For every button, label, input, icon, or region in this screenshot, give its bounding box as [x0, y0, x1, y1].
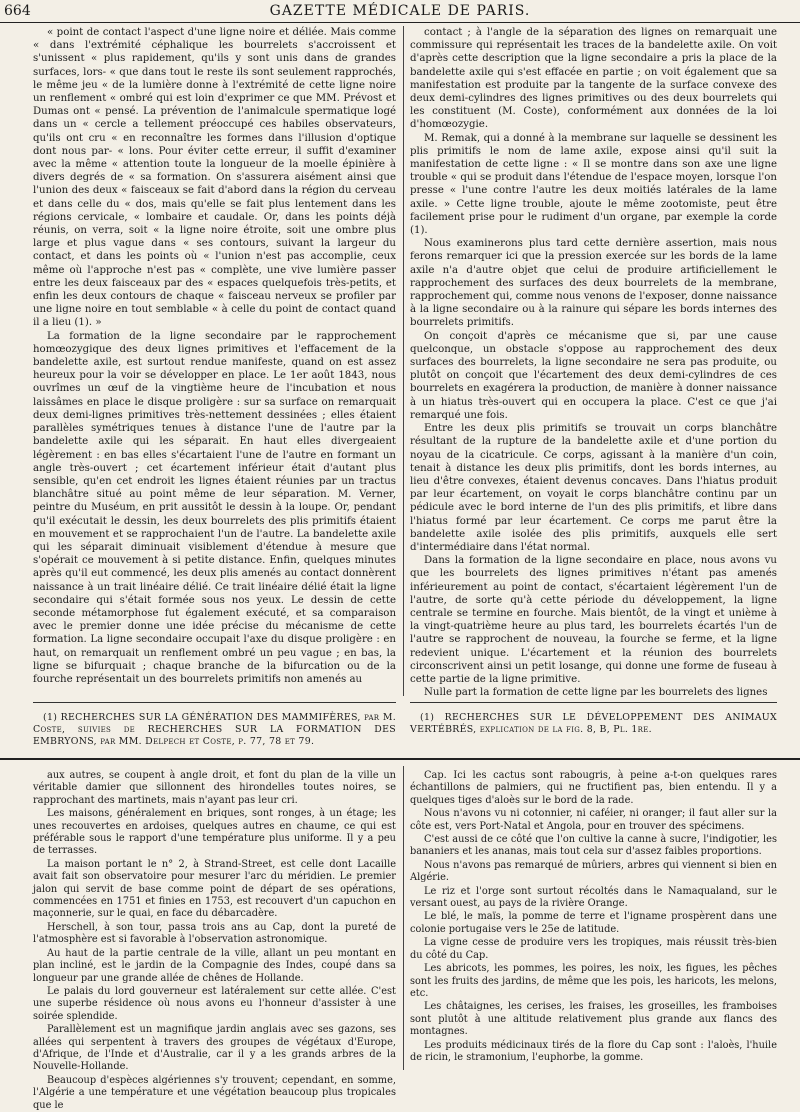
footnote-rule — [410, 702, 777, 703]
paragraph: Nous n'avons pas remarqué de mûriers, arbres qui viennent si bien en Algérie. — [410, 859, 777, 884]
footnote-text: (1) RECHERCHES SUR LA GÉNÉRATION DES MAMMIFÈRES, par M. Coste, suivies de RECHERCHES SUR LA FORMATION DES EMBRYONS, par MM. Delpech et Coste, p. 77, 78 et 79. — [33, 712, 396, 747]
paragraph: Dans la formation de la ligne secondaire en place, nous avons vu que les bourrelets des lignes primitives n'étant pas amenés inférieurement au point de contact, s'écartaient légèrement l'un de l'autre, de sorte qu'à cette période du développement, la ligne centrale se termine en fourche. Mais bientôt, de la vingt et unième à la vingt-quatrième heure au plus tard, les bourrelets écartés l'un de l'autre se rapprochent de nouveau, la fourche se ferme, et la ligne redevient unique. L'écartement et la réunion des bourrelets circonscrivent ainsi un petit losange, qui donne une forme de fuseau à cette partie de la ligne primitive. — [410, 555, 777, 685]
column-divider — [403, 766, 404, 1070]
footnote-left — [33, 712, 396, 748]
column-divider — [403, 26, 404, 696]
page-number: 664 — [4, 3, 31, 19]
footnote-rule — [33, 702, 396, 703]
paragraph: M. Remak, qui a donné à la membrane sur laquelle se dessinent les plis primitifs le nom de lame axile, expose ainsi qu'il suit la manifestation de cette ligne : « Il se montre dans son axe une ligne trouble « qui se produit dans l'étendue de l'espace moyen, lorsque l'on presse « l'une contre l'autre les deux moitiés latérales de la lame axile. » Cette ligne trouble, ajoute le même zootomiste, peut être facilement prise pour le rudiment d'un organe, par exemple la corde (1). — [410, 132, 777, 237]
paragraph: Cap. Ici les cactus sont rabougris, à peine a-t-on quelques rares échantillons de palmiers, qui ne fructifient pas, bien entendu. Il y a quelques tiges d'aloès sur le bord de la rade. — [410, 770, 777, 806]
paragraph: Herschell, à son tour, passa trois ans au Cap, dont la pureté de l'atmosphère est si favorable à l'observation astronomique. — [33, 921, 396, 946]
paragraph: La maison portant le n° 2, à Strand-Street, est celle dont Lacaille avait fait son observatoire pour mesurer l'arc du méridien. Le premier jalon qui servit de base comme point de départ de ses opérations, commencées en 1751 et finies en 1753, est recouvert d'un capuchon en maçonnerie, sur le quai, en face du débarcadère. — [33, 858, 396, 920]
page-header — [0, 0, 800, 23]
paragraph: Beaucoup d'espèces algériennes s'y trouvent; cependant, en somme, l'Algérie a une température et une végétation beaucoup plus tropicales que le — [33, 1074, 396, 1111]
paragraph: Le riz et l'orge sont surtout récoltés dans le Namaqualand, sur le versant ouest, au pays de la rivière Orange. — [410, 885, 777, 910]
upper-left-column — [33, 26, 396, 688]
paragraph: Parallèlement est un magnifique jardin anglais avec ses gazons, ses allées qui serpentent à travers des groupes de végétaux d'Europe, d'Afrique, de l'Inde et d'Australie, car il y a les grands arbres de la Nouvelle-Hollande. — [33, 1024, 396, 1073]
lower-right-column — [410, 770, 777, 1070]
journal-title: GAZETTE MÉDICALE DE PARIS. — [269, 3, 531, 19]
upper-right-column — [410, 26, 777, 699]
paragraph: « point de contact l'aspect d'une ligne noire et déliée. Mais comme « dans l'extrémité céphalique les bourrelets s'accroissent et s'unissent « plus rapidement, qu'ils y sont unis dans de grandes surfaces, lors- « que dans tout le reste ils sont seulement rapprochés, le même jeu « de la lumière donne à l'extrémité de cette ligne noire un renflement « ombré qui est loin d'exprimer ce que MM. Prévost et Dumas ont « pensé. La prévention de l'animalcule spermatique logé dans un « cercle a tellement préoccupé ces habiles observateurs, qu'ils ont cru « en reconnaître les formes dans l'illusion d'optique dont nous par- « lons. Pour éviter cette erreur, il suffit d'examiner avec la même « attention toute la longueur de la moelle épinière à divers degrés de « sa formation. On s'assurera aisément ainsi que l'union des deux « faisceaux se fait d'abord dans la région du cerveau et dans celle du « dos, mais qu'elle se fait plus lentement dans les régions cervicale, « lombaire et caudale. Or, dans les points déjà réunis, on verra, soit « la ligne noire étroite, soit une ombre plus large et plus vague dans « ses contours, suivant la largeur du contact, et dans les points où « l'union n'est pas accomplie, ceux même où l'approche n'est pas « complète, une vive lumière passer entre les deux faisceaux par des « espaces quelquefois très-petits, et enfin les deux contours de chaque « faisceau nerveux se profiler par une ligne noire en tout semblable « à celle du point de contact quand il a lieu (1). » — [33, 27, 396, 329]
paragraph: Au haut de la partie centrale de la ville, allant un peu montant en plan incliné, est le jardin de la Compagnie des Indes, coupé dans sa longueur par une grande allée de chênes de Hollande. — [33, 947, 396, 984]
paragraph: On conçoit d'après ce mécanisme que si, par une cause quelconque, un obstacle s'oppose au rapprochement des deux surfaces des bourrelets, la ligne secondaire ne sera pas produite, ou plutôt on conçoit que l'écartement des deux demi-cylindres de ces bourrelets en exagérera la production, de manière à donner naissance à un hiatus très-ouvert qui en occupera la place. C'est ce que j'ai remarqué une fois. — [410, 330, 777, 421]
lower-left-column — [33, 770, 396, 1111]
paragraph: Entre les deux plis primitifs se trouvait un corps blanchâtre résultant de la rupture de la bandelette axile et d'une portion du noyau de la cicatricule. Ce corps, agissant à la manière d'un coin, tenait à distance les deux plis primitifs, dont les bords internes, au lieu d'être convexes, étaient devenus concaves. Dans l'hiatus produit par leur écartement, on voyait le corps blanchâtre continu par un pédicule avec le bord interne de l'un des plis primitifs, et libre dans l'hiatus formé par leur écartement. Ce corps me parut être la bandelette axile isolée des plis primitifs, auxquels elle sert d'intermédiaire dans l'état normal. — [410, 423, 777, 553]
paragraph: Les châtaignes, les cerises, les fraises, les groseilles, les framboises sont plutôt à une altitude relativement plus grande aux flancs des montagnes. — [410, 1001, 777, 1038]
paragraph: La vigne cesse de produire vers les tropiques, mais réussit très-bien du côté du Cap. — [410, 937, 777, 961]
paragraph: Nous examinerons plus tard cette dernière assertion, mais nous ferons remarquer ici que la pression exercée sur les bords de la lame axile n'a d'autre objet que celui de produire artificiellement le rapprochement des surfaces des deux bourrelets de la membrane, rapprochement qui, comme nous venons de l'exposer, donne naissance à la ligne secondaire ou à la rainure qui sépare les bords internes des bourrelets primitifs. — [410, 238, 777, 329]
paragraph: C'est aussi de ce côté que l'on cultive la canne à sucre, l'indigotier, les bananiers et les ananas, mais tout cela sur d'assez faibles proportions. — [410, 834, 777, 858]
paragraph: Nulle part la formation de cette ligne par les bourrelets des lignes — [424, 687, 768, 699]
paragraph: Le blé, le maïs, la pomme de terre et l'igname prospèrent dans une colonie portugaise vers le 25e de latitude. — [410, 911, 777, 935]
footnote-right — [410, 712, 777, 736]
paragraph: Les maisons, généralement en briques, sont ronges, à un étage; les unes recouvertes en ardoises, quelques autres en chaume, ce qui est préférable sous le rapport d'une température plus uniforme. Il y a peu de terrasses. — [33, 808, 396, 857]
paragraph: Le palais du lord gouverneur est latéralement sur cette allée. C'est une superbe résidence où nous avons eu l'honneur d'assister à une soirée splendide. — [33, 985, 396, 1022]
paragraph: Nous n'avons vu ni cotonnier, ni caféier, ni oranger; il faut aller sur la côte est, vers Port-Natal et Angola, pour en trouver des spécimens. — [410, 808, 777, 832]
paragraph: La formation de la ligne secondaire par le rapprochement homœozygique des deux lignes primitives et l'effacement de la bandelette axile, est surtout rendue manifeste, quand on est assez heureux pour la voir se développer en place. Le 1er août 1843, nous ouvrîmes un œuf de la vingtième heure de l'incubation et nous laissâmes en place le disque proligère : sur sa surface on remarquait deux demi-lignes primitives très-nettement dessinées ; elles étaient parallèles symétriques tenues à distance l'une de l'autre par la bandelette axile qui les séparait. En haut elles divergeaient légèrement : en bas elles s'écartaient l'une de l'autre en formant un angle très-ouvert ; cet écartement inférieur était d'autant plus sensible, qu'en cet endroit les lignes étaient réunies par un tractus blanchâtre situé au point même de leur séparation. M. Verner, peintre du Muséum, en prit aussitôt le dessin à la loupe. Or, pendant qu'il exécutait le dessin, les deux bourrelets des plis primitifs étaient en mouvement et se rapprochaient l'un de l'autre. La bandelette axile qui les séparait diminuait visiblement d'étendue à mesure que s'opérait ce mouvement à si petite distance. Enfin, quelques minutes après qu'il eut commencé, les deux plis amenés au contact donnèrent naissance à un trait linéaire délié. Ce trait linéaire délié était la ligne secondaire qui s'était formée sous nos yeux. Le dessin de cette seconde métamorphose fut également exécuté, et sa comparaison avec le premier donne une idée précise du mécanisme de cette formation. La ligne secondaire occupait l'axe du disque proligère : en haut, on remarquait un renflement ombré un peu vague ; en bas, la ligne se bifurquait ; chaque branche de la bifurcation ou de la fourche représentait un des bourrelets primitifs non amenés au — [33, 330, 396, 685]
paragraph: contact ; à l'angle de la séparation des lignes on remarquait une commissure qui représentait les traces de la bandelette axile. On voit d'après cette description que la ligne secondaire a pris la place de la bandelette axile qui s'est effacée en partie ; on voit également que sa manifestation est produite par la tangente de la surface convexe des deux demi-cylindres des lignes primitives ou des deux bourrelets qui les constituent (M. Coste), conformément aux données de la loi d'homœozygie. — [410, 27, 777, 131]
paragraph: aux autres, se coupent à angle droit, et font du plan de la ville un véritable damier que sillonnent des hirondelles toutes noires, se rapprochant des martinets, mais n'ayant pas leur cri. — [33, 770, 396, 806]
footnote-text: (1) RECHERCHES SUR LE DÉVELOPPEMENT DES ANIMAUX VERTÉBRÉS, explication de la fig. 8, B, Pl. 1re. — [410, 712, 777, 735]
section-separator — [0, 758, 800, 760]
paragraph: Les abricots, les pommes, les poires, les noix, les figues, les pêches sont les fruits des jardins, de même que les pois, les haricots, les melons, etc. — [410, 963, 777, 999]
paragraph: Les produits médicinaux tirés de la flore du Cap sont : l'aloès, l'huile de ricin, le stramonium, l'euphorbe, la gomme. — [410, 1039, 777, 1063]
